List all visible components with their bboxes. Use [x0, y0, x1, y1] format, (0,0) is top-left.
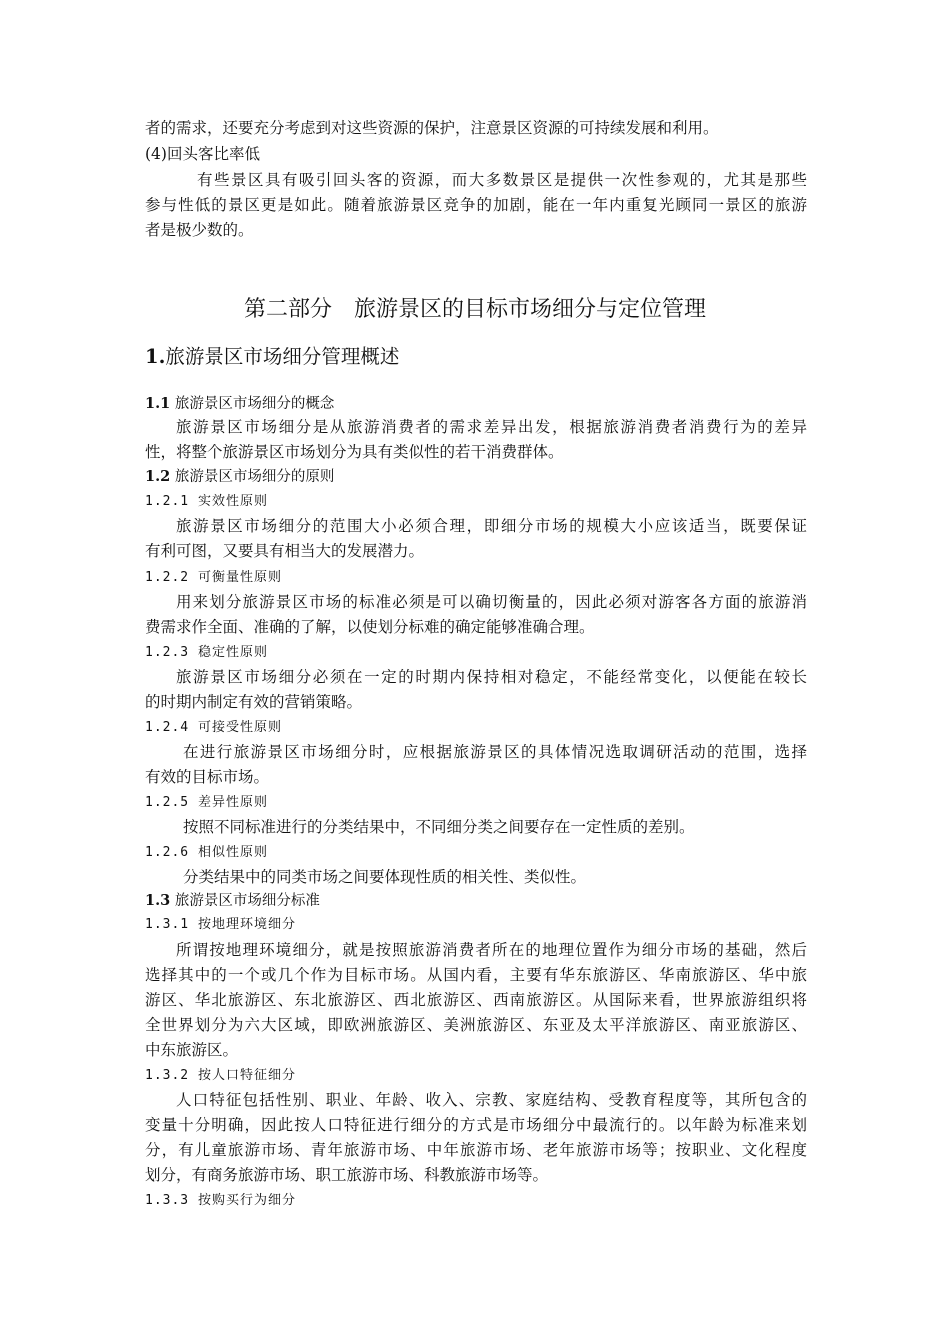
paragraph-line: 分类结果中的同类市场之间要体现性质的相关性、类似性。	[183, 868, 587, 886]
paragraph-line: 性，将整个旅游景区市场划分为具有类似性的若干消费群体。	[145, 443, 564, 461]
section-title: 旅游景区市场细分的原则	[170, 469, 335, 485]
paragraph-line: 游区、华北旅游区、东北旅游区、西北旅游区、西南旅游区。从国际来看，世界旅游组织将	[145, 991, 807, 1009]
paragraph-line: 全世界划分为六大区域，即欧洲旅游区、美洲旅游区、东亚及太平洋旅游区、南亚旅游区、	[145, 1016, 807, 1034]
paragraph-line: 旅游景区市场细分的范围大小必须合理，即细分市场的规模大小应该适当，既要保证	[176, 517, 807, 535]
paragraph-line: 有利可图，又要具有相当大的发展潜力。	[145, 542, 425, 560]
section-heading-1-1	[145, 394, 334, 414]
subheading-4: (4)回头客比率低	[145, 145, 260, 163]
paragraph-line: 中东旅游区。	[145, 1041, 239, 1059]
paragraph-line: 费需求作全面、准确的了解，以使划分标难的确定能够准确合理。	[145, 618, 595, 636]
subsection-heading: 1.2.3 稳定性原则	[145, 645, 268, 660]
subsection-heading: 1.2.4 可接受性原则	[145, 720, 282, 735]
part-title: 第二部分 旅游景区的目标市场细分与定位管理	[243, 297, 706, 322]
paragraph-line: 人口特征包括性别、职业、年龄、收入、宗教、家庭结构、受教育程度等，其所包含的	[176, 1091, 807, 1109]
paragraph-line: 的时期内制定有效的营销策略。	[145, 693, 363, 711]
subsection-heading: 1.3.3 按购买行为细分	[145, 1193, 296, 1208]
paragraph-line: 变量十分明确，因此按人口特征进行细分的方式是市场细分中最流行的。以年龄为标准来划	[145, 1116, 807, 1134]
paragraph-line: 选择其中的一个或几个作为目标市场。从国内看，主要有华东旅游区、华南旅游区、华中旅	[145, 966, 807, 984]
subsection-heading: 1.3.2 按人口特征细分	[145, 1068, 296, 1083]
subsection-heading: 1.2.6 相似性原则	[145, 845, 268, 860]
paragraph-line: 分，有儿童旅游市场、青年旅游市场、中年旅游市场、老年旅游市场等；按职业、文化程度	[145, 1141, 807, 1159]
paragraph-line: 在进行旅游景区市场细分时，应根据旅游景区的具体情况选取调研活动的范围，选择	[183, 743, 807, 761]
section-number: 1.2	[145, 468, 171, 485]
paragraph-line: 所谓按地理环境细分，就是按照旅游消费者所在的地理位置作为细分市场的基础，然后	[176, 941, 807, 959]
paragraph-line: 参与性低的景区更是如此。随着旅游景区竞争的加剧，能在一年内重复光顾同一景区的旅游	[145, 196, 807, 214]
section-title: 旅游景区市场细分标准	[170, 893, 320, 909]
paragraph-line: 按照不同标准进行的分类结果中，不同细分类之间要存在一定性质的差别。	[183, 818, 695, 836]
section-heading-1	[145, 344, 399, 370]
paragraph-line: 旅游景区市场细分是从旅游消费者的需求差异出发，根据旅游消费者消费行为的差异	[176, 418, 807, 436]
section-heading-1-2	[145, 467, 334, 487]
paragraph-line: 旅游景区市场细分必须在一定的时期内保持相对稳定，不能经常变化，以便能在较长	[176, 668, 807, 686]
paragraph-line: 有些景区具有吸引回头客的资源，而大多数景区是提供一次性参观的，尤其是那些	[197, 171, 807, 189]
section-title: 旅游景区市场细分的概念	[170, 396, 335, 412]
subsection-heading: 1.3.1 按地理环境细分	[145, 917, 296, 932]
section-title: 旅游景区市场细分管理概述	[165, 345, 400, 368]
paragraph-line: 用来划分旅游景区市场的标准必须是可以确切衡量的，因此必须对游客各方面的旅游消	[176, 593, 807, 611]
paragraph-line: 有效的目标市场。	[145, 768, 270, 786]
section-number: 1.3	[145, 892, 171, 909]
section-number: 1.	[145, 345, 166, 368]
subsection-heading: 1.2.1 实效性原则	[145, 494, 268, 509]
paragraph-line: 者是极少数的。	[145, 221, 254, 239]
subsection-heading: 1.2.2 可衡量性原则	[145, 570, 282, 585]
subsection-heading: 1.2.5 差异性原则	[145, 795, 268, 810]
section-number: 1.1	[145, 395, 171, 412]
paragraph-line: 划分，有商务旅游市场、职工旅游市场、科教旅游市场等。	[145, 1166, 549, 1184]
section-heading-1-3	[145, 891, 320, 911]
paragraph-line: 者的需求，还要充分考虑到对这些资源的保护，注意景区资源的可持续发展和利用。	[145, 119, 719, 137]
